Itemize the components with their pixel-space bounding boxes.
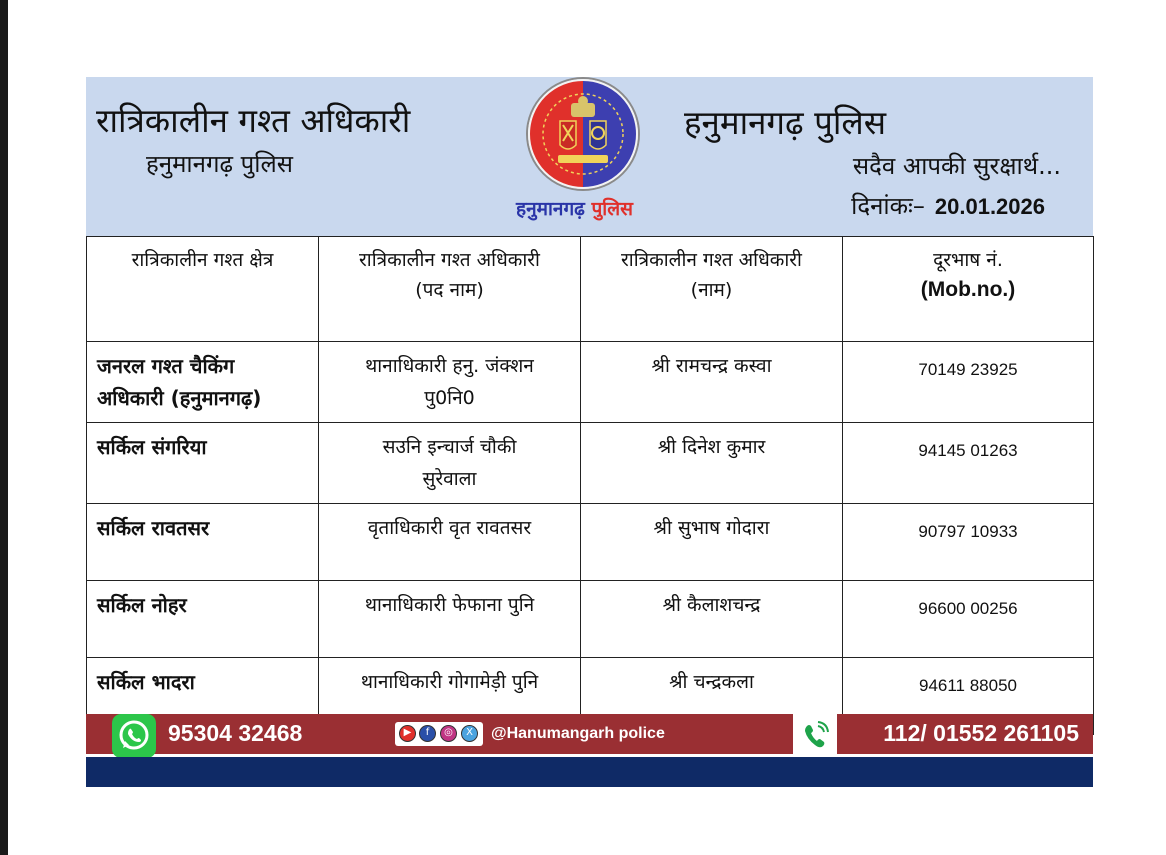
header-date [851,189,1045,222]
date-label: दिनांकः– [851,192,925,220]
header-tagline: सदैव आपकी सुरक्षार्थ... [852,152,1061,180]
cell-post: सउनि इन्चार्ज चौकी सुरेवाला [319,423,581,504]
cell-phone: 70149 23925 [843,342,1094,423]
footer-bar [86,714,1093,754]
header-banner [86,77,1093,236]
whatsapp-icon [112,714,156,758]
phone-icon [793,714,837,758]
cell-phone: 96600 00256 [843,581,1094,658]
left-edge-strip [0,0,8,855]
cell-area: सर्किल भादरा [87,658,319,735]
patrol-table [86,236,1094,735]
header-title-right: हनुमानगढ़ पुलिस [684,103,887,142]
header-title-left: रात्रिकालीन गश्त अधिकारी [96,101,411,140]
cell-area: सर्किल नोहर [87,581,319,658]
cell-name: श्री चन्द्रकला [581,658,843,735]
cell-area: सर्किल रावतसर [87,504,319,581]
cell-phone: 94611 88050 [843,658,1094,735]
facebook-icon[interactable]: f [419,725,436,742]
cell-post: थानाधिकारी फेफाना पुनि [319,581,581,658]
social-icons [395,722,483,746]
table-header-row [87,237,1094,342]
column-header-area: रात्रिकालीन गश्त क्षेत्र [87,237,319,342]
instagram-icon[interactable]: ◎ [440,725,457,742]
cell-post: थानाधिकारी हनु. जंक्शन पु0नि0 [319,342,581,423]
table-row [87,504,1094,581]
table-row [87,581,1094,658]
table-row [87,342,1094,423]
cell-name: श्री दिनेश कुमार [581,423,843,504]
column-header-post: रात्रिकालीन गश्त अधिकारी (पद नाम) [319,237,581,342]
cell-name: श्री कैलाशचन्द्र [581,581,843,658]
cell-phone: 90797 10933 [843,504,1094,581]
column-header-name: रात्रिकालीन गश्त अधिकारी (नाम) [581,237,843,342]
cell-post: थानाधिकारी गोगामेड़ी पुनि [319,658,581,735]
header-subtitle-left: हनुमानगढ़ पुलिस [146,150,293,178]
emblem-caption-blue: हनुमानगढ़ [516,198,585,220]
x-icon[interactable]: X [461,725,478,742]
bottom-bar [86,757,1093,787]
emblem-caption [516,195,633,221]
social-handle[interactable]: @Hanumangarh police [491,725,665,742]
table-row [87,423,1094,504]
police-emblem-icon [528,79,638,189]
notice-card [86,77,1093,735]
emblem-caption-red: पुलिस [591,198,633,220]
cell-name: श्री सुभाष गोदारा [581,504,843,581]
cell-name: श्री रामचन्द्र कस्वा [581,342,843,423]
cell-area: सर्किल संगरिया [87,423,319,504]
cell-phone: 94145 01263 [843,423,1094,504]
helpline-number[interactable]: 112/ 01552 261105 [883,720,1079,746]
column-header-phone: दूरभाष नं. (Mob.no.) [843,237,1094,342]
youtube-icon[interactable]: ▶ [399,725,416,742]
cell-area: जनरल गश्त चैकिंग अधिकारी (हनुमानगढ़) [87,342,319,423]
date-value: 20.01.2026 [934,194,1045,219]
cell-post: वृताधिकारी वृत रावतसर [319,504,581,581]
whatsapp-number[interactable]: 95304 32468 [168,720,303,746]
